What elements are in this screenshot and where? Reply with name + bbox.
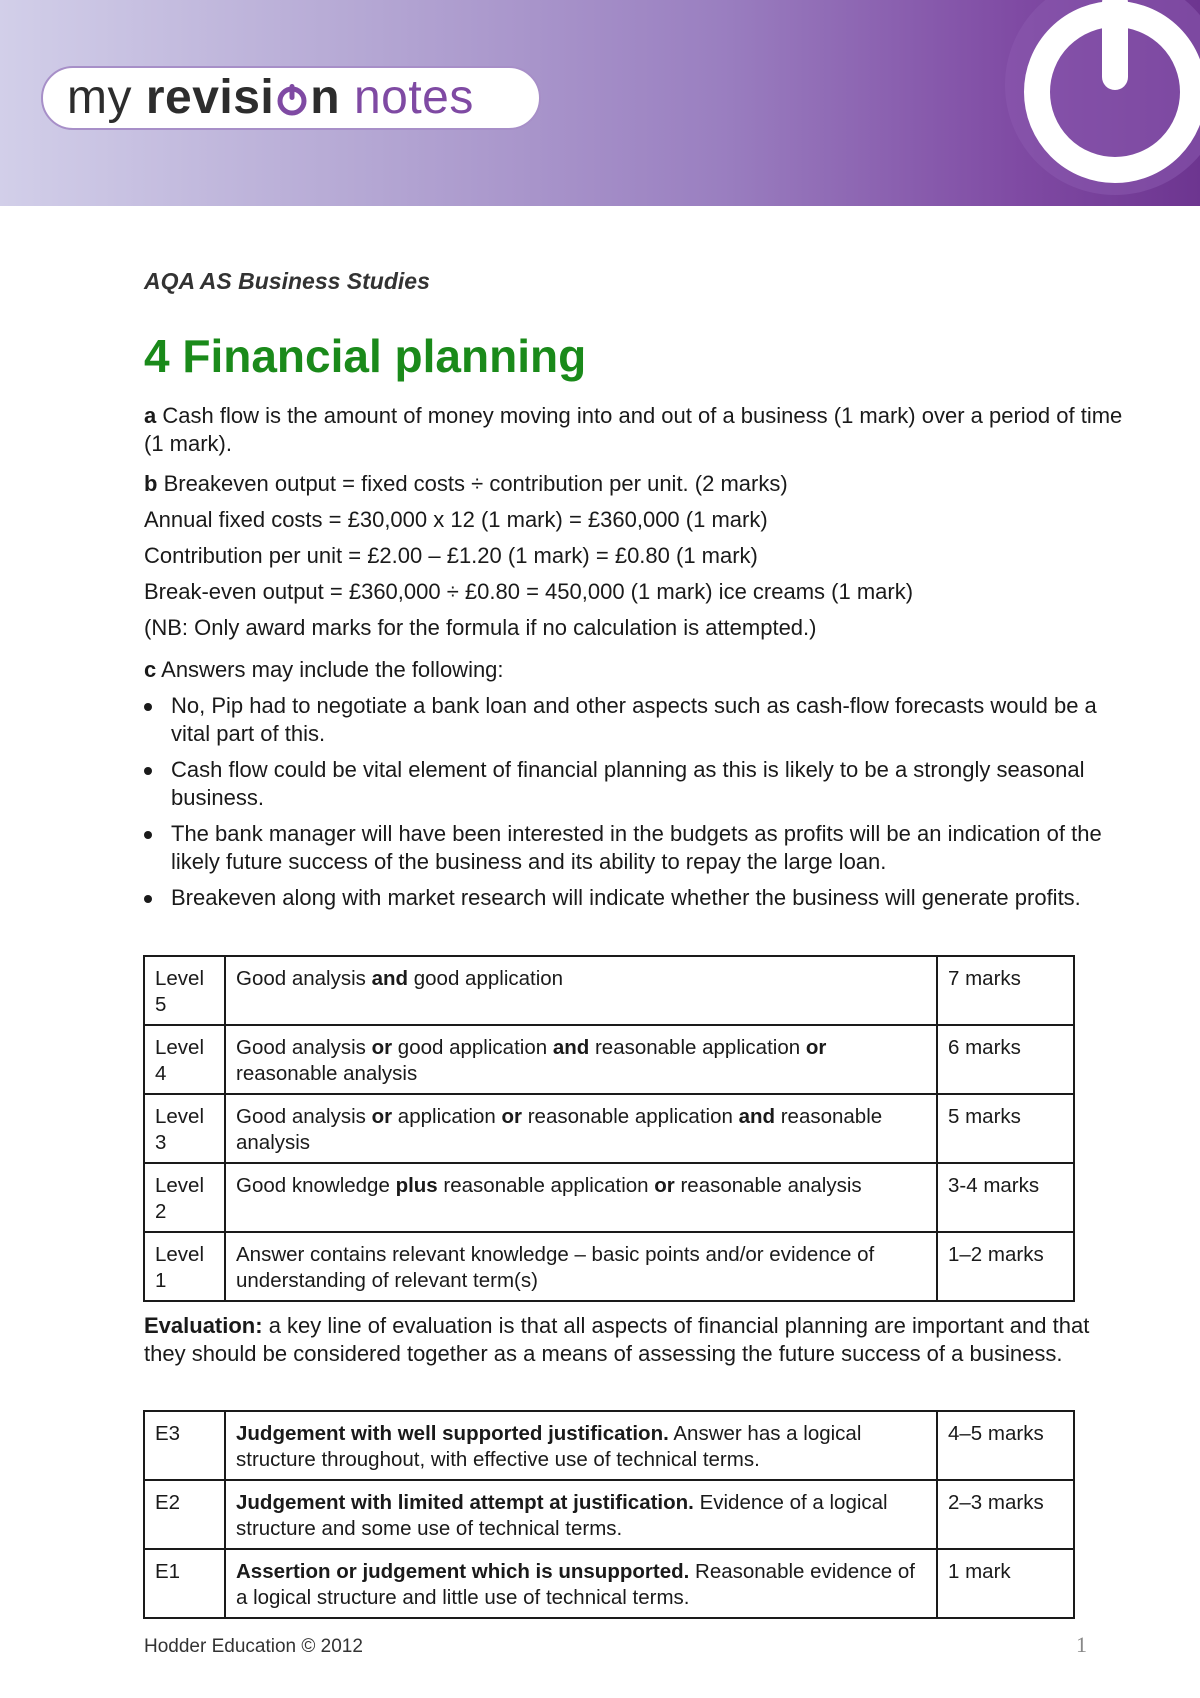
logo-my: my (67, 71, 132, 124)
brand-logo (41, 66, 541, 130)
marks-cell: 3-4 marks (937, 1163, 1074, 1232)
descriptor-cell: Good analysis and good application (225, 956, 937, 1025)
level-cell: E2 (144, 1480, 225, 1549)
logo-notes: notes (353, 71, 474, 124)
descriptor-cell: Assertion or judgement which is unsupported. Reasonable evidence of a logical structure and little use of technical terms. (225, 1549, 937, 1618)
part-a: a Cash flow is the amount of money moving into and out of a business (1 mark) over a period of time (1 mark). (144, 403, 1123, 456)
descriptor-cell: Judgement with well supported justification. Answer has a logical structure throughout, with effective use of technical terms. (225, 1411, 937, 1480)
level-cell: Level 3 (144, 1094, 225, 1163)
calc-line: Break-even output = £360,000 ÷ £0.80 = 450,000 (1 mark) ice creams (1 mark) (144, 579, 914, 604)
table-row (144, 1094, 1074, 1163)
page-title: 4 Financial planning (144, 330, 587, 382)
marks-cell: 1 mark (937, 1549, 1074, 1618)
evaluation-paragraph: Evaluation: a key line of evaluation is that all aspects of financial planning are important and that they should be considered together as a means of assessing the future success of a business. (144, 1313, 1090, 1366)
power-icon (275, 82, 309, 116)
levels-mark-table (143, 955, 1075, 1302)
list-item: No, Pip had to negotiate a bank loan and other aspects such as cash-flow forecasts would be a vital part of this. (144, 692, 1134, 748)
answer-body (144, 402, 1134, 920)
table-row (144, 1025, 1074, 1094)
level-cell: Level 4 (144, 1025, 225, 1094)
marks-cell: 1–2 marks (937, 1232, 1074, 1301)
marks-cell: 2–3 marks (937, 1480, 1074, 1549)
logo-revision: revisi n (145, 71, 341, 124)
table-row (144, 956, 1074, 1025)
evaluation-mark-table (143, 1410, 1075, 1619)
level-cell: Level 1 (144, 1232, 225, 1301)
descriptor-cell: Judgement with limited attempt at justification. Evidence of a logical structure and some use of technical terms. (225, 1480, 937, 1549)
header-banner (0, 0, 1200, 206)
answer-bullets (144, 692, 1134, 912)
descriptor-cell: Good analysis or application or reasonable application and reasonable analysis (225, 1094, 937, 1163)
level-cell: Level 2 (144, 1163, 225, 1232)
calc-line: Annual fixed costs = £30,000 x 12 (1 mark) = £360,000 (1 mark) (144, 507, 768, 532)
power-icon-large (1000, 0, 1200, 200)
level-cell: E1 (144, 1549, 225, 1618)
table-row (144, 1480, 1074, 1549)
list-item: Cash flow could be vital element of financial planning as this is likely to be a strongly seasonal business. (144, 756, 1134, 812)
list-item: The bank manager will have been interested in the budgets as profits will be an indication of the likely future success of the business and its ability to repay the large loan. (144, 820, 1134, 876)
page-number: 1 (1076, 1632, 1087, 1657)
calc-note: (NB: Only award marks for the formula if no calculation is attempted.) (144, 615, 817, 640)
marks-cell: 6 marks (937, 1025, 1074, 1094)
descriptor-cell: Good analysis or good application and reasonable application or reasonable analysis (225, 1025, 937, 1094)
level-cell: E3 (144, 1411, 225, 1480)
table-row (144, 1232, 1074, 1301)
list-item: Breakeven along with market research will indicate whether the business will generate profits. (144, 884, 1134, 912)
marks-cell: 7 marks (937, 956, 1074, 1025)
descriptor-cell: Answer contains relevant knowledge – basic points and/or evidence of understanding of relevant term(s) (225, 1232, 937, 1301)
descriptor-cell: Good knowledge plus reasonable application or reasonable analysis (225, 1163, 937, 1232)
level-cell: Level 5 (144, 956, 225, 1025)
course-subtitle: AQA AS Business Studies (144, 268, 430, 294)
part-b: b Breakeven output = fixed costs ÷ contribution per unit. (2 marks) (144, 471, 788, 496)
calc-line: Contribution per unit = £2.00 – £1.20 (1 mark) = £0.80 (1 mark) (144, 543, 758, 568)
marks-cell: 4–5 marks (937, 1411, 1074, 1480)
table-row (144, 1411, 1074, 1480)
table-row (144, 1549, 1074, 1618)
part-c: c Answers may include the following: (144, 657, 504, 682)
footer-copyright: Hodder Education © 2012 (144, 1636, 363, 1657)
table-row (144, 1163, 1074, 1232)
marks-cell: 5 marks (937, 1094, 1074, 1163)
